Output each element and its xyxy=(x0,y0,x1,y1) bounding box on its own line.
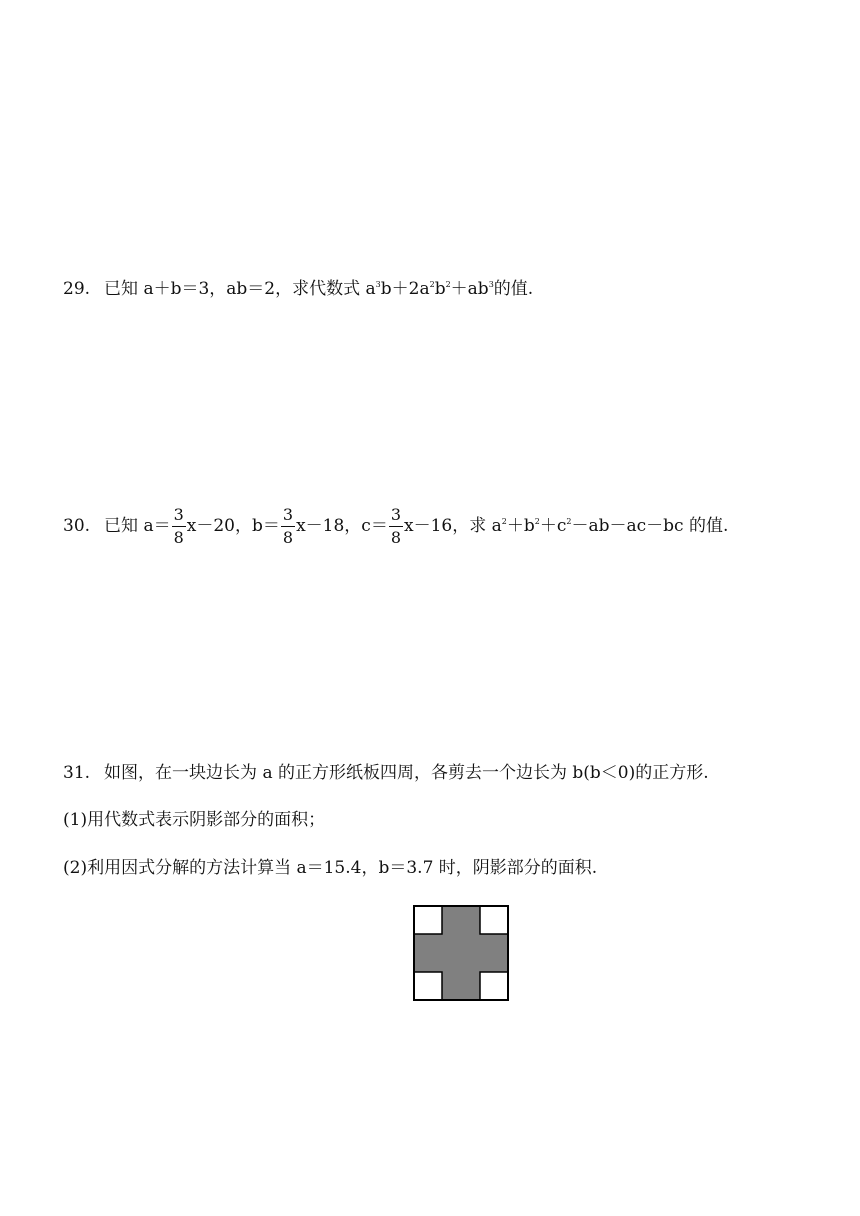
exponent: 2 xyxy=(566,517,572,526)
exponent: 3 xyxy=(375,280,381,289)
exponent: 2 xyxy=(445,280,451,289)
question-text: x－18，c＝ xyxy=(296,516,388,536)
question-text: b xyxy=(434,279,446,299)
question-number: 31. xyxy=(63,763,91,783)
corner-square-top-left xyxy=(414,906,442,934)
question-text: 已知 a＝ xyxy=(104,516,171,536)
exponent: 2 xyxy=(501,517,507,526)
question-31 xyxy=(63,761,709,785)
corner-square-bottom-right xyxy=(480,972,508,1000)
exponent: 2 xyxy=(429,280,435,289)
question-text: ＋c xyxy=(539,516,567,536)
fraction-denominator: 8 xyxy=(390,528,402,547)
question-text: b＋2a xyxy=(380,279,430,299)
fraction xyxy=(389,504,403,549)
question-number: 29. xyxy=(63,279,91,299)
question-29 xyxy=(63,277,533,301)
cross-figure xyxy=(413,905,509,1001)
corner-square-top-right xyxy=(480,906,508,934)
corner-square-bottom-left xyxy=(414,972,442,1000)
exponent: 2 xyxy=(534,517,540,526)
question-31-part-1: (1)用代数式表示阴影部分的面积； xyxy=(63,810,326,830)
fraction-denominator: 8 xyxy=(173,528,184,547)
exponent: 3 xyxy=(488,280,494,289)
question-number: 30. xyxy=(63,516,91,536)
question-text: 如图，在一块边长为 a 的正方形纸板四周，各剪去一个边长为 b(b＜0)的正方形. xyxy=(104,763,709,783)
fraction-denominator: 8 xyxy=(282,528,294,547)
question-text: 已知 a＋b＝3，ab＝2，求代数式 a xyxy=(104,279,376,299)
fraction-numerator: 3 xyxy=(389,504,403,527)
question-text: 的值. xyxy=(493,279,534,299)
question-text: ＋b xyxy=(506,516,535,536)
fraction xyxy=(172,504,186,549)
question-text: －ab－ac－bc 的值. xyxy=(571,516,729,536)
fraction xyxy=(281,504,295,549)
fraction-numerator: 3 xyxy=(172,504,186,527)
question-text: ＋ab xyxy=(450,279,489,299)
fraction-numerator: 3 xyxy=(281,504,295,527)
question-30 xyxy=(63,504,728,549)
question-31-part-2: (2)利用因式分解的方法计算当 a＝15.4，b＝3.7 时，阴影部分的面积. xyxy=(63,858,598,878)
question-text: x－16，求 a xyxy=(404,516,502,536)
question-text: x－20，b＝ xyxy=(186,516,280,536)
